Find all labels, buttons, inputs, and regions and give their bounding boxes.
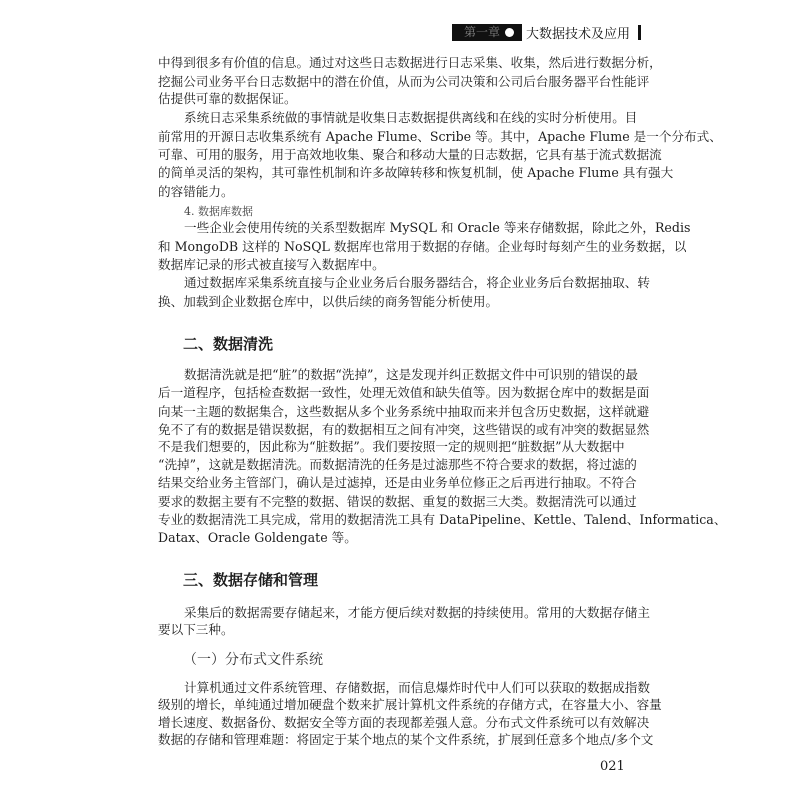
- header-bar: [638, 25, 641, 40]
- body-line: 专业的数据清洗工具完成，常用的数据清洗工具有 DataPipeline、Kettle、Talend、Informatica、: [158, 512, 727, 527]
- body-line: 换、加载到企业数据仓库中，以供后续的商务智能分析使用。: [158, 294, 499, 309]
- chapter-number: 第一章: [464, 24, 501, 39]
- book-title: 大数据技术及应用: [526, 26, 631, 42]
- body-line: 挖掘公司业务平台日志数据中的潜在价值，从而为公司决策和公司后台服务器平台性能评: [158, 74, 650, 89]
- body-line: 中得到很多有价值的信息。通过对这些日志数据进行日志采集、收集，然后进行数据分析，: [158, 55, 662, 70]
- body-line: 系统日志采集系统做的事情就是收集日志数据提供离线和在线的实时分析使用。目: [184, 110, 638, 125]
- body-line: 的简单灵活的架构，其可靠性机制和许多故障转移和恢复机制，使 Apache Flume 具有强大: [158, 165, 674, 180]
- body-line: 不是我们想要的，因此称为“脏数据”。我们要按照一定的规则把“脏数据”从大数据中: [158, 439, 625, 454]
- body-line: 要以下三种。: [158, 622, 234, 637]
- subsection-heading: 4. 数据库数据: [184, 205, 253, 218]
- body-line: 计算机通过文件系统管理、存储数据，而信息爆炸时代中人们可以获取的数据成指数: [184, 680, 650, 695]
- page-number: 021: [600, 759, 625, 774]
- body-line: 数据的存储和管理难题：将固定于某个地点的某个文件系统，扩展到任意多个地点/多个文: [158, 732, 654, 747]
- bullet-dot-icon: [505, 28, 514, 37]
- body-line: Datax、Oracle Goldengate 等。: [158, 530, 357, 545]
- body-line: 增长速度、数据备份、数据安全等方面的表现都差强人意。分布式文件系统可以有效解决: [158, 715, 650, 730]
- section-heading-cleaning: 二、数据清洗: [183, 335, 274, 353]
- body-line: 估提供可靠的数据保证。: [158, 91, 297, 106]
- body-line: 可靠、可用的服务，用于高效地收集、聚合和移动大量的日志数据，它具有基于流式数据流: [158, 147, 662, 162]
- body-line: 的容错能力。: [158, 184, 234, 199]
- body-line: 一些企业会使用传统的关系型数据库 MySQL 和 Oracle 等来存储数据，除此之外，Redis: [184, 220, 691, 235]
- body-line: 和 MongoDB 这样的 NoSQL 数据库也常用于数据的存储。企业每时每刻产生的业务数据，以: [158, 239, 687, 254]
- body-line: 通过数据库采集系统直接与企业业务后台服务器结合，将企业业务后台数据抽取、转: [184, 275, 650, 290]
- chapter-label: [452, 24, 522, 41]
- body-line: 数据库记录的形式被直接写入数据库中。: [158, 257, 385, 272]
- body-line: 结果交给业务主管部门，确认是过滤掉，还是由业务单位修正之后再进行抽取。不符合: [158, 475, 637, 490]
- body-line: 后一道程序，包括检查数据一致性，处理无效值和缺失值等。因为数据仓库中的数据是面: [158, 385, 650, 400]
- body-line: 级别的增长，单纯通过增加硬盘个数来扩展计算机文件系统的存储方式，在容量大小、容量: [158, 697, 662, 712]
- body-line: “洗掉”，这就是数据清洗。而数据清洗的任务是过滤那些不符合要求的数据，将过滤的: [158, 457, 637, 472]
- section-heading-storage: 三、数据存储和管理: [183, 571, 319, 589]
- body-line: 采集后的数据需要存储起来，才能方便后续对数据的持续使用。常用的大数据存储主: [184, 605, 650, 620]
- body-line: 向某一主题的数据集合，这些数据从多个业务系统中抽取而来并包含历史数据，这样就避: [158, 404, 650, 419]
- body-line: 前常用的开源日志收集系统有 Apache Flume、Scribe 等。其中，Apache Flume 是一个分布式、: [158, 129, 722, 144]
- subsection-heading-dfs: （一）分布式文件系统: [183, 652, 323, 668]
- body-line: 免不了有的数据是错误数据，有的数据相互之间有冲突，这些错误的或有冲突的数据显然: [158, 422, 650, 437]
- body-line: 数据清洗就是把“脏”的数据“洗掉”，这是发现并纠正数据文件中可识别的错误的最: [184, 367, 638, 382]
- running-header: [452, 23, 641, 41]
- body-line: 要求的数据主要有不完整的数据、错误的数据、重复的数据三大类。数据清洗可以通过: [158, 494, 637, 509]
